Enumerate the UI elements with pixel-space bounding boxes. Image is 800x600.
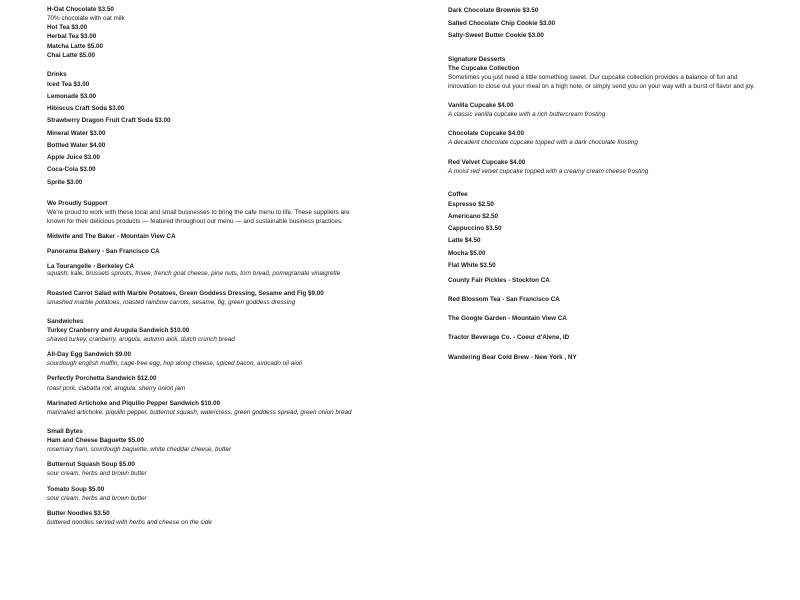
- menu-item: Latte $4.50: [448, 237, 481, 245]
- menu-item-description: smashed marble potatoes, roasted rainbow carrots, sesame, fig, green goddess dressing: [47, 298, 296, 306]
- right-column: [448, 5, 758, 362]
- supplier: Panorama Bakery - San Francisco CA: [47, 248, 160, 256]
- menu-item-description: sour cream, herbs and brown butter: [47, 494, 147, 502]
- menu-item: Vanilla Cupcake $4.00: [448, 102, 514, 109]
- menu-item: Roasted Carrot Salad with Marble Potatoes, Green Goddess Dressing, Sesame and Fig $9.00: [47, 289, 324, 297]
- left-column: [47, 5, 357, 527]
- desserts-intro: Sometimes you just need a little something sweet. Our cupcake collection provides a balance of fun and innovation to close out your meal on a high note, or simply send you on your way with a burst of flavor and joy.: [448, 73, 755, 90]
- menu-item: Hibiscus Craft Soda $3.00: [47, 105, 125, 113]
- menu-item: Dark Chocolate Brownie $3.50: [448, 7, 539, 14]
- salad-description: squash, kale, brussels sprouts, frisee, french goat cheese, pine nuts, torn bread, pomegranate vinaigrette: [47, 270, 341, 278]
- menu-item: Matcha Latte $5.00: [47, 42, 103, 50]
- menu-item-description: A classic vanilla cupcake with a rich buttercream frosting: [448, 111, 606, 119]
- menu-item: Marinated Artichoke and Piquillo Pepper Sandwich $10.00: [47, 399, 220, 407]
- supplier: County Fair Pickles - Stockton CA: [448, 277, 550, 285]
- menu-item: Herbal Tea $3.00: [47, 33, 97, 41]
- menu-item: Salted Chocolate Chip Cookie $3.00: [448, 19, 556, 27]
- menu-item: Ham and Cheese Baguette $5.00: [47, 437, 144, 445]
- supplier: The Google Garden - Mountain View CA: [448, 315, 567, 323]
- menu-item: Mineral Water $3.00: [47, 129, 106, 137]
- menu-item: Flat White $3.50: [448, 261, 496, 269]
- supplier: Red Blossom Tea - San Francisco CA: [448, 296, 560, 304]
- cookies-list: [448, 5, 758, 43]
- coffee-section: [448, 190, 758, 362]
- support-text: We're proud to work with these local and small businesses to bring the cafe menu to life. These suppliers are known for their delicious products — featured throughout our menu — and sustainable business practices.: [47, 208, 350, 225]
- desserts-section: [448, 55, 758, 176]
- drinks-section: [47, 70, 357, 189]
- sandwiches-heading: Sandwiches: [47, 317, 84, 325]
- menu-item-description: roast pork, ciabatta roll, arugula, sherry onion jam: [47, 384, 186, 392]
- coffee-heading: Coffee: [448, 190, 468, 198]
- menu-item: Butter Noodles $3.50: [47, 509, 110, 517]
- small-bytes-section: [47, 427, 357, 527]
- menu-item-description: buttered noodles served with herbs and cheese on the side: [47, 518, 212, 526]
- menu-item: Turkey Cranberry and Arugula Sandwich $10.00: [47, 326, 190, 334]
- drinks-heading: Drinks: [47, 70, 67, 78]
- menu-item-description: rosemary ham, sourdough baguette, white cheddar cheese, butter: [47, 446, 232, 454]
- sandwiches-section: [47, 317, 357, 417]
- menu-item: Lemonade $3.00: [47, 93, 96, 101]
- menu-item: Salty-Sweet Butter Cookie $3.00: [448, 32, 544, 39]
- menu-item: Mocha $5.00: [448, 249, 486, 257]
- desserts-subheading: The Cupcake Collection: [448, 64, 520, 72]
- tea-list: [47, 5, 357, 60]
- menu-item-description: A moist red velvet cupcake topped with a creamy cream cheese frosting: [448, 167, 649, 175]
- desserts-heading: Signature Desserts: [448, 55, 506, 63]
- menu-item: Butternut Squash Soup $5.00: [47, 461, 135, 469]
- menu-item: Strawberry Dragon Fruit Craft Soda $3.00: [47, 117, 171, 125]
- menu-item-description: sourdough english muffin, cage-free egg, hop along cheese, spiced bacon, avocado oil aioli: [47, 360, 302, 368]
- menu-item-description: sour cream, herbs and brown butter: [47, 470, 147, 478]
- menu-item: All-Day Egg Sandwich $9.00: [47, 351, 131, 359]
- menu-item-description: marinated artichoke, piquillo pepper, butternut squash, watercress, green goddess spread, green onion bread: [47, 408, 352, 416]
- supplier: Midwife and The Baker - Mountain View CA: [47, 233, 176, 241]
- menu-item: Americano $2.50: [448, 213, 499, 221]
- menu-item: Iced Tea $3.00: [47, 80, 90, 88]
- menu-item: Chai Latte $5.00: [47, 51, 95, 59]
- menu-item-description: 70% chocolate with oat milk: [47, 15, 125, 23]
- menu-item-description: A decadent chocolate cupcake topped with a dark chocolate frosting: [448, 139, 638, 147]
- support-section: [47, 199, 357, 279]
- menu-item: Espresso $2.50: [448, 200, 494, 208]
- menu-item: Chocolate Cupcake $4.00: [448, 130, 524, 138]
- menu-item: Tomato Soup $5.00: [47, 485, 105, 493]
- roasted-salad: [47, 289, 357, 307]
- menu-item-description: shaved turkey, cranberry, arugula, autumn aioli, dutch crunch bread: [47, 336, 235, 344]
- menu-item: Red Velvet Cupcake $4.00: [448, 158, 526, 166]
- menu-item: Perfectly Porchetta Sandwich $12.00: [47, 375, 157, 383]
- menu-item: Coca-Cola $3.00: [47, 166, 96, 174]
- menu-item: H-Oat Chocolate $3.50: [47, 6, 114, 13]
- supplier: Wandering Bear Cold Brew - New York , NY: [448, 353, 577, 361]
- supplier: Tractor Beverage Co. - Coeur d'Alene, ID: [448, 334, 570, 342]
- small-bytes-heading: Small Bytes: [47, 427, 83, 435]
- supplier: La Tourangelle - Berkeley CA: [47, 263, 135, 271]
- menu-item: Apple Juice $3.00: [47, 154, 100, 162]
- menu-item: Hot Tea $3.00: [47, 24, 88, 32]
- menu-item: Cappuccino $3.50: [448, 225, 502, 233]
- menu-item: Bottled Water $4.00: [47, 141, 106, 149]
- menu-item: Sprite $3.00: [47, 178, 83, 186]
- support-heading: We Proudly Support: [47, 199, 108, 207]
